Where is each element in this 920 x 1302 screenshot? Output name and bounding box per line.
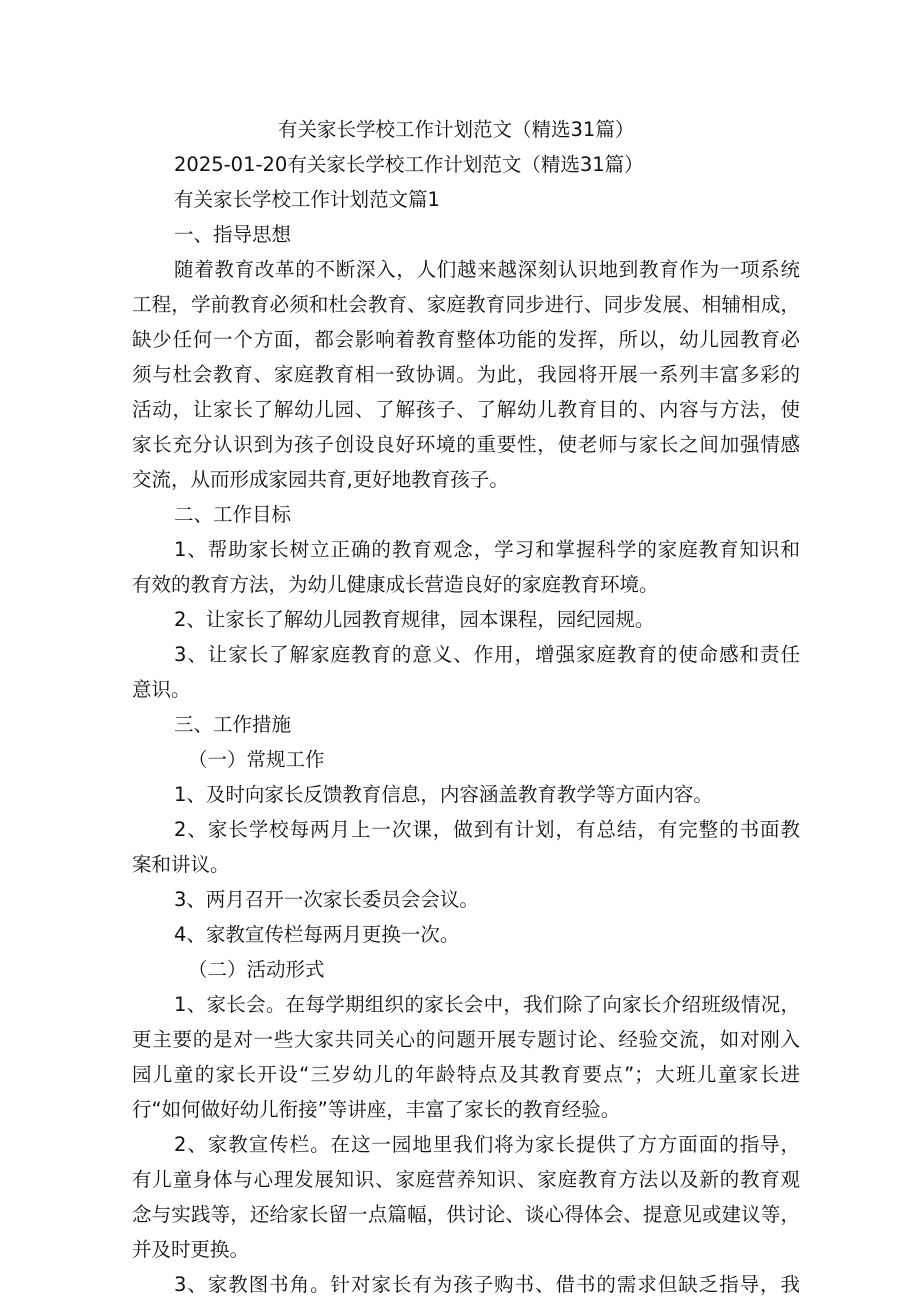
paragraph-line: 2、家长学校每两月上一次课，做到有计划，有总结，有完整的书面教 [174, 818, 800, 841]
paragraph-line: 工程，学前教育必须和杜会教育、家庭教育同步进行、同步发展、相辅相成， [132, 293, 800, 316]
paragraph-line: 须与杜会教育、家庭教育相一致协调。为此，我园将开展一系列丰富多彩的 [132, 363, 800, 386]
paragraph-line: 行“如何做好幼儿衔接”等讲座，丰富了家长的教育经验。 [132, 1098, 621, 1121]
paragraph-line: 有效的教育方法，为幼儿健康成长营造良好的家庭教育环境。 [132, 573, 659, 596]
paragraph-line: 1、帮助家长树立正确的教育观念，学习和掌握科学的家庭教育知识和 [174, 538, 800, 561]
paragraph-line: 2、让家长了解幼儿园教育规律，园本课程，园纪园规。 [174, 608, 655, 631]
paragraph-line: 园儿童的家长开设“三岁幼儿的年龄特点及其教育要点”；大班儿童家长进 [132, 1063, 800, 1086]
paragraph-line: 3、让家长了解家庭教育的意义、作用，增强家庭教育的使命感和责任 [174, 643, 800, 666]
subsection-heading: （一）常规工作 [188, 748, 325, 771]
document-date-line: 2025-01-20有关家长学校工作计划范文（精选31篇） [174, 153, 644, 176]
paragraph-line: 活动，让家长了解幼儿园、了解孩子、了解幼儿教育目的、内容与方法，使 [132, 398, 800, 421]
paragraph-line: 3、家教图书角。针对家长有为孩子购书、借书的需求但缺乏指导，我 [174, 1273, 800, 1296]
paragraph-line: 并及时更换。 [132, 1238, 250, 1261]
section-heading: 一、指导思想 [174, 223, 292, 246]
document-title: 有关家长学校工作计划范文（精选31篇） [278, 118, 635, 141]
paragraph-line: 意识。 [132, 678, 191, 701]
paragraph-line: 有儿童身体与心理发展知识、家庭营养知识、家庭教育方法以及新的教育观 [132, 1168, 800, 1191]
document-body [132, 112, 800, 1302]
paragraph-line: 更主要的是对一些大家共同关心的问题开展专题讨论、经验交流，如对刚入 [132, 1028, 800, 1051]
section-heading: 三、工作措施 [174, 713, 292, 736]
paragraph-line: 念与实践等，还给家长留一点篇幅，供讨论、谈心得体会、提意见或建议等， [132, 1203, 800, 1226]
paragraph-line: 2、家教宣传栏。在这一园地里我们将为家长提供了方方面面的指导， [174, 1133, 800, 1156]
paragraph-line: 交流，从而形成家园共育,更好地教育孩子。 [132, 468, 509, 491]
paragraph-line: 家长充分认识到为孩子创设良好环境的重要性，使老师与家长之间加强情感 [132, 433, 800, 456]
section-heading: 二、工作目标 [174, 503, 292, 526]
paragraph-line: 案和讲议。 [132, 853, 230, 876]
paragraph-line: 缺少任何一个方面，都会影响着教育整体功能的发挥，所以，幼儿园教育必 [132, 328, 800, 351]
paragraph-line: 1、家长会。在每学期组织的家长会中，我们除了向家长介绍班级情况， [174, 993, 800, 1016]
section-heading: 有关家长学校工作计划范文篇1 [174, 188, 440, 211]
paragraph-line: 4、家教宣传栏每两月更换一次。 [174, 923, 460, 946]
subsection-heading: （二）活动形式 [188, 958, 325, 981]
paragraph-line: 3、两月召开一次家长委员会会议。 [174, 888, 479, 911]
paragraph-line: 随着教育改革的不断深入，人们越来越深刻认识地到教育作为一项系统 [174, 258, 800, 281]
paragraph-line: 1、及时向家长反馈教育信息，内容涵盖教育教学等方面内容。 [174, 783, 713, 806]
